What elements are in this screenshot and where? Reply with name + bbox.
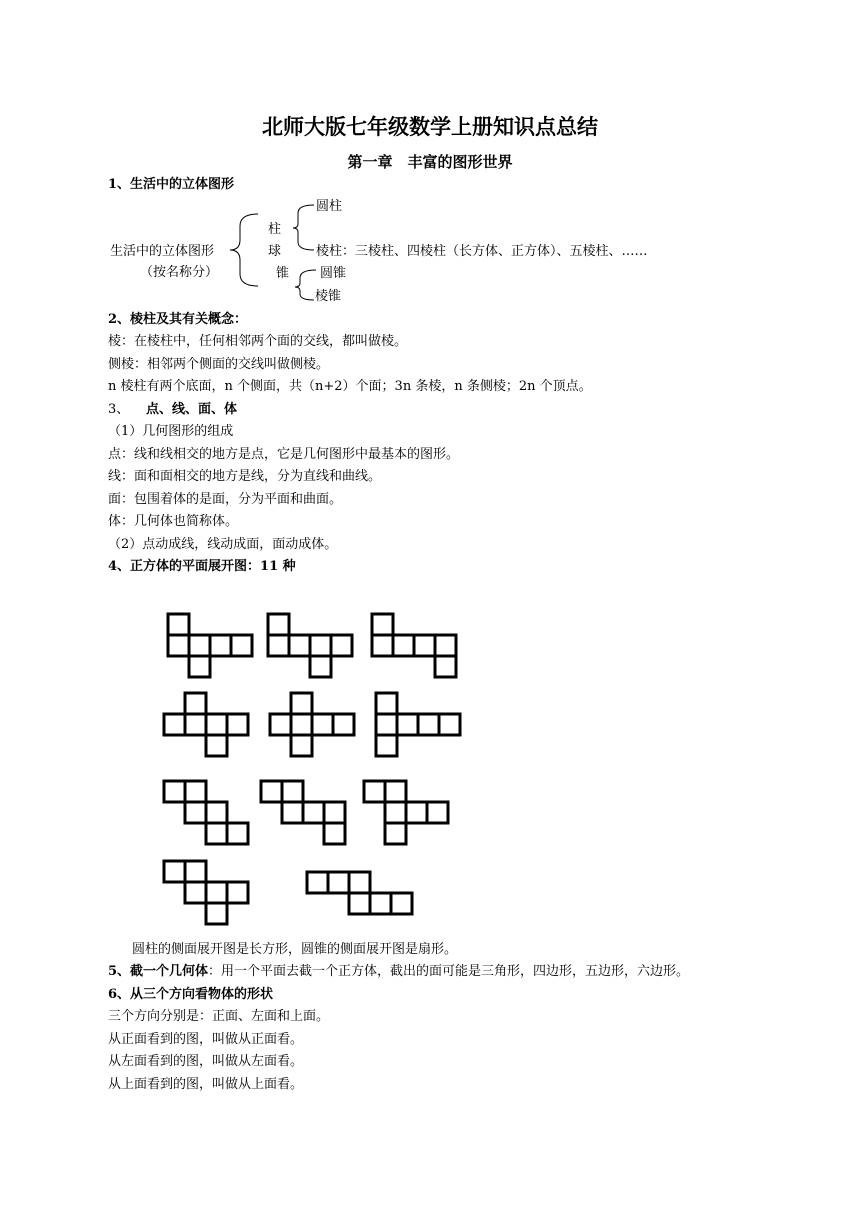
net-square	[310, 635, 331, 656]
cube-net-6	[376, 693, 460, 756]
net-square	[333, 714, 354, 735]
net-square	[206, 714, 227, 735]
net-square	[364, 781, 385, 802]
section-3-heading: 点、线、面、体	[146, 402, 238, 417]
net-square	[435, 656, 456, 677]
net-square	[189, 635, 210, 656]
branch-cone-class: 锥	[276, 266, 290, 281]
definition-edge: 棱：在棱柱中，任何相邻两个面的交线，都叫做棱。	[108, 334, 408, 349]
net-square	[418, 714, 439, 735]
net-square	[291, 693, 312, 714]
net-square	[372, 614, 393, 635]
net-square	[189, 656, 210, 677]
cube-net-4	[164, 693, 248, 756]
net-square	[227, 823, 248, 844]
cube-net-5	[270, 693, 354, 756]
net-square	[206, 735, 227, 756]
net-square	[393, 635, 414, 656]
front-view: 从正面看到的图，叫做从正面看。	[108, 1032, 304, 1047]
net-square	[168, 635, 189, 656]
cube-net-1	[168, 614, 252, 677]
section-5	[108, 963, 689, 980]
cube-net-11	[307, 872, 412, 914]
top-view: 从上面看到的图，叫做从上面看。	[108, 1077, 304, 1092]
label-pyramid: 棱锥	[315, 289, 342, 304]
net-square	[372, 635, 393, 656]
cube-net-7	[164, 781, 248, 844]
net-square	[231, 635, 252, 656]
chapter-title: 第一章 丰富的图形世界	[347, 153, 513, 171]
net-square	[282, 781, 303, 802]
net-square	[349, 872, 370, 893]
left-view: 从左面看到的图，叫做从左面看。	[108, 1054, 304, 1069]
net-square	[206, 903, 227, 924]
net-square	[376, 693, 397, 714]
net-square	[435, 635, 456, 656]
subsection-3-2: （2）点动成线，线动成面，面动成体。	[108, 537, 338, 552]
net-square	[312, 714, 333, 735]
section-1-heading: 1、生活中的立体图形	[108, 177, 235, 192]
net-square	[164, 714, 185, 735]
net-square	[291, 714, 312, 735]
branch-sphere: 球	[268, 244, 282, 259]
net-square	[385, 823, 406, 844]
definition-solid: 体：几何体也简称体。	[108, 514, 239, 529]
document-title: 北师大版七年级数学上册知识点总结	[262, 114, 598, 139]
root-label: 生活中的立体图形	[110, 244, 215, 259]
definition-point: 点：线和线相交的地方是点，它是几何图形中最基本的图形。	[108, 447, 460, 462]
cube-net-10	[164, 861, 248, 924]
root-sublabel: （按名称分）	[140, 265, 219, 280]
net-square	[185, 802, 206, 823]
net-square	[206, 882, 227, 903]
net-square	[206, 802, 227, 823]
net-square	[164, 781, 185, 802]
cube-net-2	[268, 614, 352, 677]
net-square	[391, 893, 412, 914]
definition-line: 线：面和面相交的地方是线，分为直线和曲线。	[108, 469, 382, 484]
net-square	[185, 714, 206, 735]
net-square	[303, 802, 324, 823]
section-2-heading: 2、棱柱及其有关概念：	[108, 312, 248, 327]
net-square	[227, 882, 248, 903]
net-square	[324, 802, 345, 823]
section-3-number: 3、	[108, 402, 130, 417]
net-square	[282, 802, 303, 823]
net-square	[376, 735, 397, 756]
net-square	[397, 714, 418, 735]
net-square	[331, 635, 352, 656]
net-square	[370, 893, 391, 914]
net-square	[385, 802, 406, 823]
section-6-heading: 6、从三个方向看物体的形状	[108, 987, 274, 1002]
net-square	[385, 781, 406, 802]
net-square	[328, 872, 349, 893]
net-square	[268, 614, 289, 635]
net-square	[164, 861, 185, 882]
section-4-heading: 4、正方体的平面展开图：11 种	[108, 559, 296, 574]
net-square	[185, 693, 206, 714]
cube-net-8	[261, 781, 345, 844]
net-square	[206, 823, 227, 844]
label-cone: 圆锥	[320, 266, 347, 281]
net-square	[406, 802, 427, 823]
net-square	[291, 735, 312, 756]
definition-lateral-edge: 侧棱：相邻两个侧面的交线叫做侧棱。	[108, 357, 330, 372]
cube-net-9	[364, 781, 448, 844]
net-square	[185, 861, 206, 882]
net-square	[427, 802, 448, 823]
net-square	[439, 714, 460, 735]
net-square	[185, 781, 206, 802]
cylinder-cone-net-note: 圆柱的侧面展开图是长方形，圆锥的侧面展开图是扇形。	[132, 942, 458, 957]
net-square	[261, 781, 282, 802]
net-square	[227, 714, 248, 735]
label-prism-list: 棱柱：三棱柱、四棱柱（长方体、正方体）、五棱柱、……	[316, 244, 648, 259]
net-square	[349, 893, 370, 914]
prism-properties: n 棱柱有两个底面，n 个侧面，共（n+2）个面；3n 条棱，n 条侧棱；2n 个顶点。	[108, 379, 592, 394]
net-square	[210, 635, 231, 656]
branch-prism-class: 柱	[268, 222, 282, 237]
net-square	[376, 714, 397, 735]
net-square	[270, 714, 291, 735]
net-square	[268, 635, 289, 656]
subsection-3-1: （1）几何图形的组成	[108, 424, 234, 439]
net-square	[307, 872, 328, 893]
net-square	[168, 614, 189, 635]
section-5-text: ：用一个平面去截一个正方体，截出的面可能是三角形，四边形，五边形，六边形。	[208, 964, 690, 979]
cube-net-3	[372, 614, 456, 677]
three-views: 三个方向分别是：正面、左面和上面。	[108, 1009, 330, 1024]
definition-face: 面：包围着体的是面，分为平面和曲面。	[108, 492, 343, 507]
label-cylinder: 圆柱	[316, 199, 343, 214]
section-5-heading: 5、截一个几何体	[108, 964, 209, 979]
net-square	[310, 656, 331, 677]
net-square	[289, 635, 310, 656]
net-square	[185, 882, 206, 903]
net-square	[414, 635, 435, 656]
net-square	[324, 823, 345, 844]
